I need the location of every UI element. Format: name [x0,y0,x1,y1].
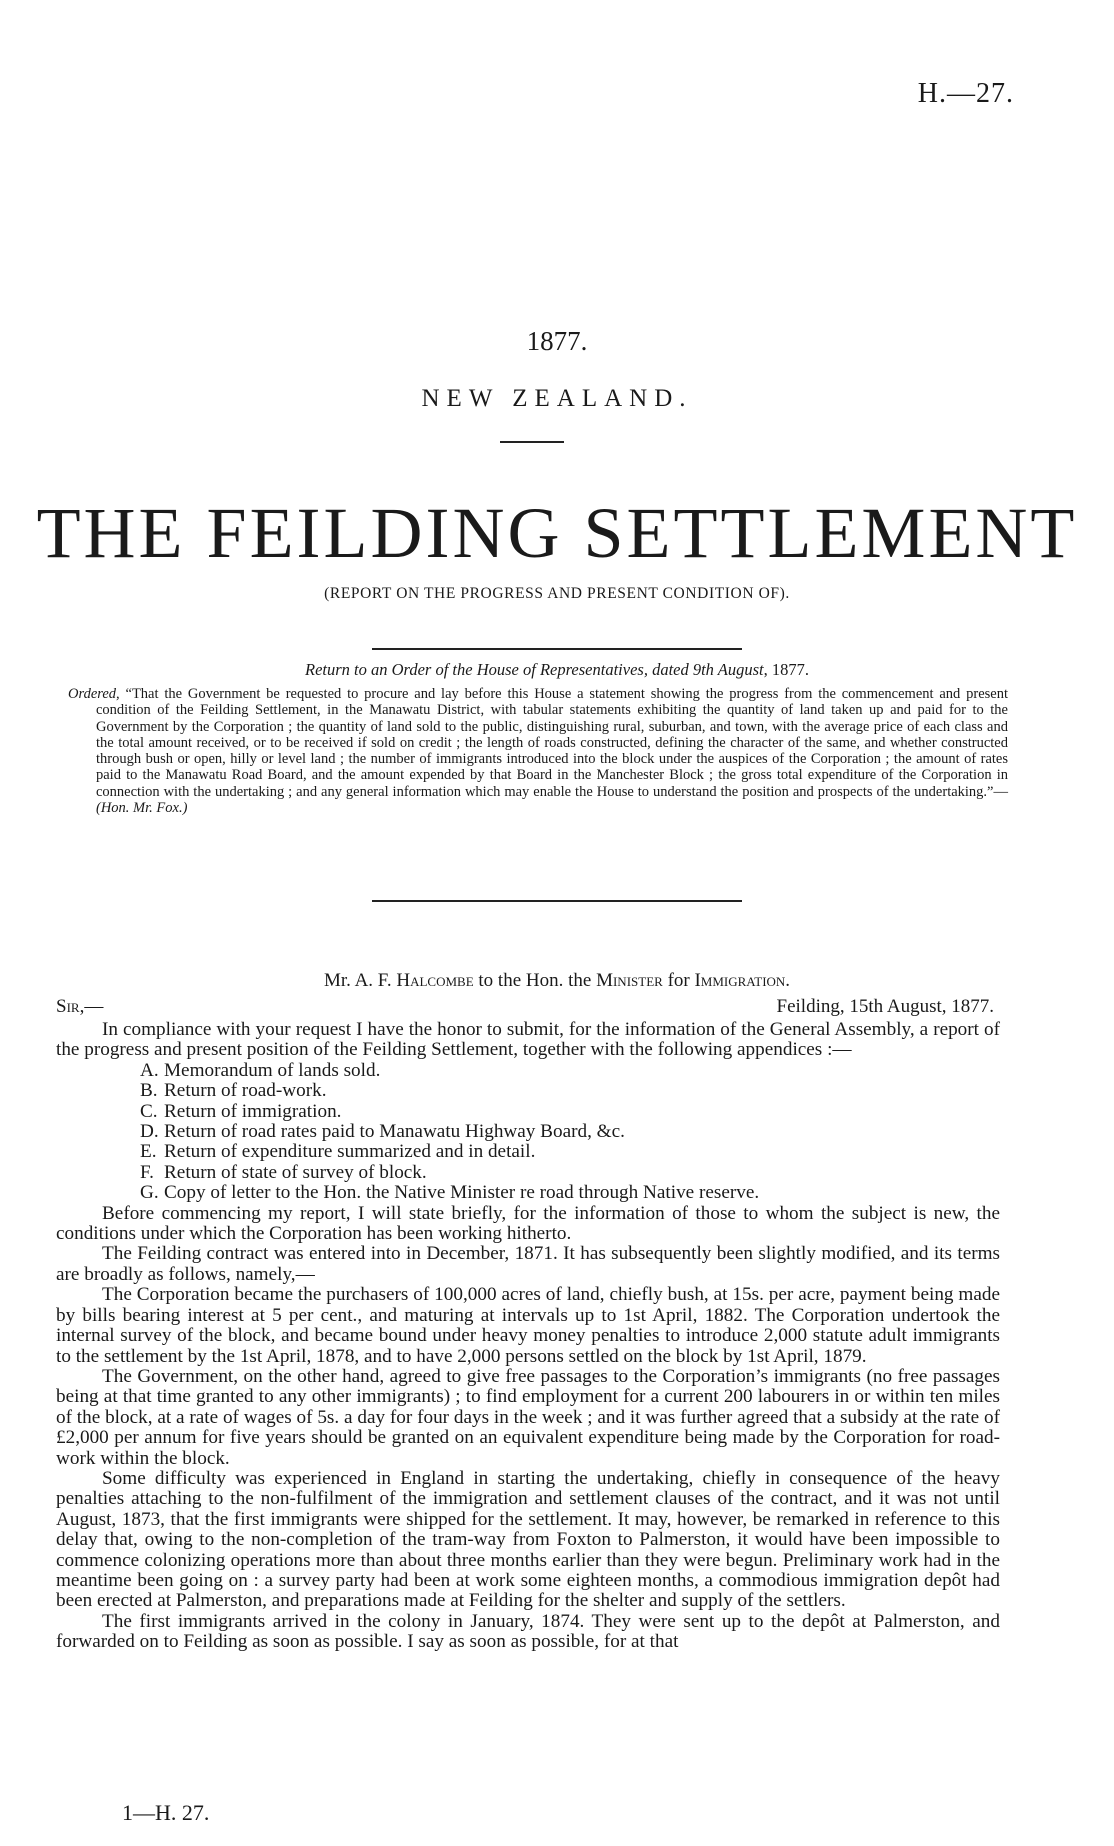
body-paragraph: The Feilding contract was entered into in December, 1871. It has subsequently been slightly modified, and its terms are broadly as follows, namely,— [56,1243,1000,1285]
mover: (Hon. Mr. Fox.) [96,800,188,817]
letter-body [56,1020,1000,1653]
document-subtitle: (REPORT ON THE PROGRESS AND PRESENT CONDITION OF). [324,585,790,602]
appendix-item [56,1102,1000,1122]
order-paragraph [68,686,1008,816]
appendix-text: Memorandum of lands sold. [164,1059,381,1081]
letter-heading [0,970,1114,992]
divider-top [372,648,742,650]
body-paragraph: Before commencing my report, I will state briefly, for the information of those to whom the subject is new, the conditions under which the Corporation has been working hitherto. [56,1202,1000,1245]
to-end: . [785,970,791,991]
appendix-text: Return of expenditure summarized and in detail. [164,1141,536,1163]
appendix-item [56,1142,1000,1162]
appendix-item [56,1163,1000,1183]
appendix-text: Return of road rates paid to Manawatu Highway Board, &c. [164,1121,625,1143]
appendix-key: F. [140,1161,154,1183]
document-title: THE FEILDING SETTLEMENT [36,493,1078,573]
return-order-month: August [717,660,764,679]
appendix-item [56,1081,1000,1101]
return-order-text: Return to an Order of the House of Representatives, dated 9th [305,660,718,679]
appendix-text: Return of state of survey of block. [164,1161,427,1183]
appendix-key: A. [140,1059,159,1081]
page-footer-reference: 1—H. 27. [122,1800,210,1825]
from-name: Halcombe [396,970,474,991]
to-mid: to the Hon. the [473,970,597,991]
country: NEW ZEALAND. [421,385,693,412]
appendix-item [56,1122,1000,1142]
appendix-key: D. [140,1121,159,1143]
appendix-text: Copy of letter to the Hon. the Native Minister re road through Native reserve. [164,1182,760,1204]
return-order-year: , 1877. [763,660,809,679]
body-paragraph: The Government, on the other hand, agreed to give free passages to the Corporation’s immigrants (no free passages being at that time granted to any other immigrants) ; to find employment for a current 200 labourers in or within ten miles of the block, at a rate of wages of 5s. a day for four days in the week ; and it was further agreed that a subsidy at the rate of £2,000 per annum for five years should be granted on an equivalent expenditure being made by the Corporation for road-work within the block. [56,1365,1000,1469]
dateline: Feilding, 15th August, 1877. [776,996,994,1017]
appendix-key: G. [140,1182,159,1204]
appendix-item [56,1061,1000,1081]
divider-short [500,441,564,443]
to-for: for [662,970,695,991]
body-paragraph: Some difficulty was experienced in England in starting the undertaking, chiefly in consequence of the heavy penalties attaching to the non-fulfilment of the immigration and settlement clauses of the contract, and it was not until August, 1873, that the first immigrants were shipped for the settlement. It may, however, be remarked in reference to this delay that, owing to the non-completion of the tram-way from Foxton to Palmerston, it would have been impossible to commence colonizing operations more than about three months earlier than they were begun. Preliminary work had in the meantime been going on : a survey party had been at work some eighteen months, a commodious immigration depôt had been erected at Palmerston, and preparations made at Feilding for the shelter and supply of the settlers. [56,1467,1000,1612]
appendix-key: B. [140,1080,158,1102]
to-dept: Immigration [694,970,786,991]
salutation: Sir,— [56,996,104,1017]
return-order-heading [0,660,1114,680]
appendix-key: C. [140,1100,158,1122]
year: 1877. [526,326,588,356]
ordered-text: “That the Government be requested to procure and lay before this House a statement showing the progress from the commencement and present condition of the Feilding Settlement, in the Manawatu District, with tabular statements exhibiting the quantity of land taken up and paid for to the Government by the Corporation ; the quantity of land sold to the public, distinguishing rural, suburban, and town, with the average price of each class and the total amount received, or to be received if sold on credit ; the length of roads constructed, defining the character of the same, and whether constructed through bush or open, hilly or level land ; the number of immigrants introduced into the block under the auspices of the Corporation ; the amount of rates paid to the Manawatu Road Board, and the amount expended by that Board in the Manchester Block ; the gross total expenditure of the Corporation in connection with the undertaking ; and any general information which may enable the House to understand the position and prospects of the undertaking.”— [96,686,1008,800]
paper-reference: H.—27. [917,78,1014,109]
ordered-label: Ordered, [68,686,120,702]
body-paragraph: The Corporation became the purchasers of 100,000 acres of land, chiefly bush, at 15s. per acre, payment being made by bills bearing interest at 5 per cent., and maturing at intervals up to 1st April, 1882. The Corporation undertook the internal survey of the block, and became bound under heavy money penalties to introduce 2,000 statute adult immigrants to the settlement by the 1st April, 1878, and to have 2,000 persons settled on the block by 1st April, 1879. [56,1284,1000,1367]
intro-paragraph: In compliance with your request I have the honor to submit, for the information of the General Assembly, a report of the progress and present position of the Feilding Settlement, together with the following appendices :— [56,1019,1000,1061]
appendix-text: Return of immigration. [164,1100,342,1122]
body-paragraph: The first immigrants arrived in the colony in January, 1874. They were sent up to the depôt at Palmerston, and forwarded on to Feilding as soon as possible. I say as soon as possible, for at that [56,1610,1000,1653]
divider-bottom [372,900,742,902]
appendix-item [56,1183,1000,1203]
appendix-key: E. [140,1141,157,1163]
appendix-text: Return of road-work. [164,1080,327,1102]
from-prefix: Mr. A. F. [323,970,397,991]
to-title: Minister [596,970,663,991]
